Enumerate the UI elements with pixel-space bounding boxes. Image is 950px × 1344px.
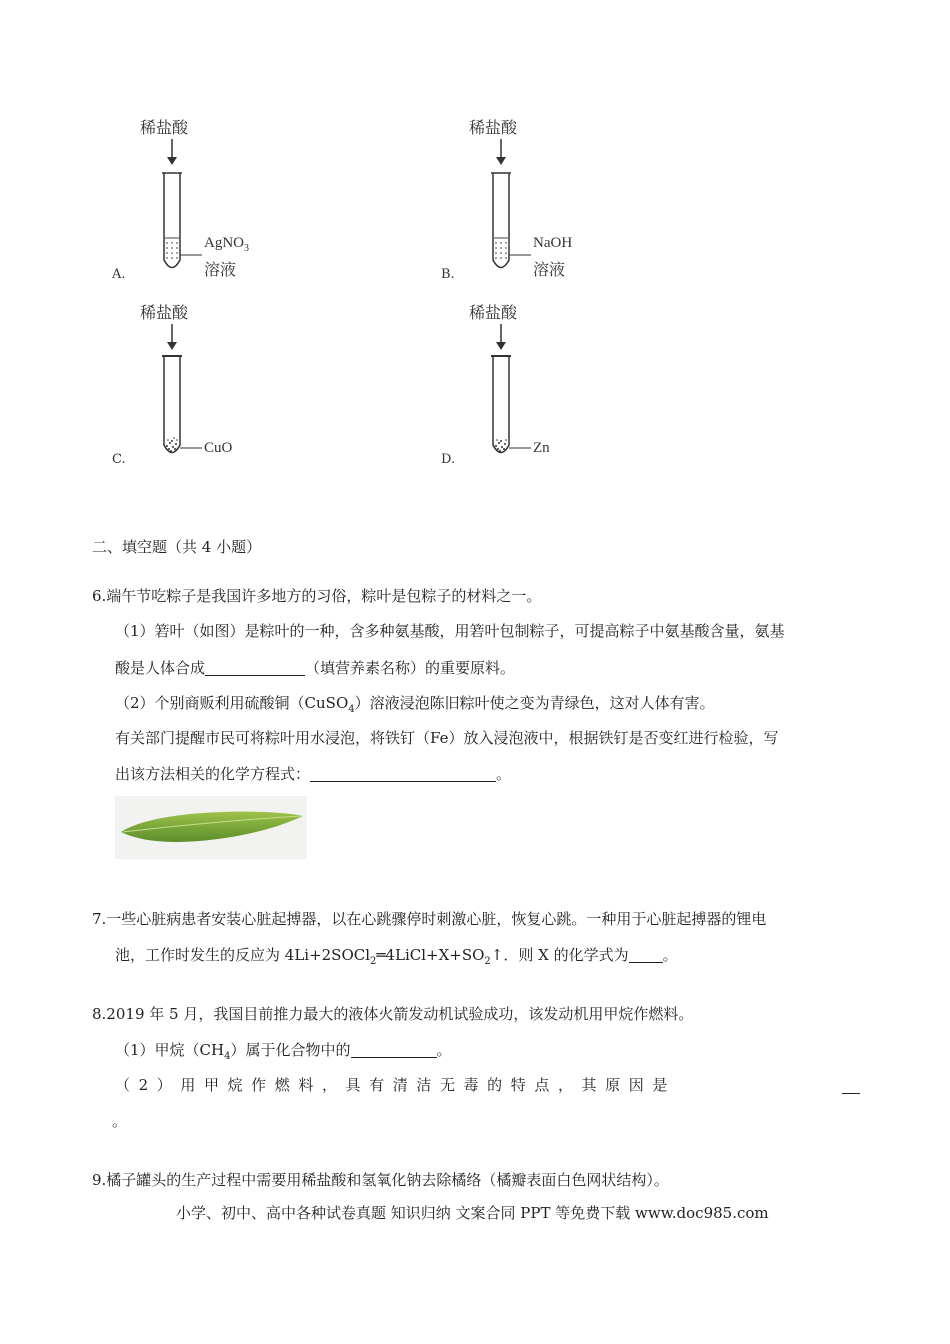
- q6-line1: 6.端午节吃粽子是我国许多地方的习俗，粽叶是包粽子的材料之一。: [92, 587, 542, 605]
- option-c-label: CuO: [204, 440, 233, 456]
- option-a-reagent: 稀盐酸: [140, 118, 189, 137]
- q8-blank-2[interactable]: [842, 1077, 860, 1094]
- q6-line6: 出该方法相关的化学方程式： 。: [115, 765, 512, 783]
- leaf-drawing: [115, 796, 307, 859]
- option-c-tube-diagram: [110, 300, 270, 470]
- option-c-letter: C.: [112, 452, 126, 467]
- q8-line2: （1）甲烷$(CH_4)$属于化合物中的 。: [115, 1041, 452, 1062]
- option-d-tube-diagram: [439, 300, 599, 470]
- q6-line3: 酸是人体合成 （填营养素名称）的重要原料。: [115, 659, 516, 677]
- q9-line1: 9.橘子罐头的生产过程中需要用稀盐酸和氢氧化钠去除橘络（橘瓣表面白色网状结构）。: [92, 1171, 669, 1189]
- option-b-label: NaOH: [533, 235, 573, 251]
- option-d-label: Zn: [533, 440, 550, 456]
- q8-line4: 。: [112, 1112, 128, 1130]
- option-b-reagent: 稀盐酸: [469, 118, 518, 137]
- q6-line4: （2）个别商贩利用硫酸铜（CuSO$_4$）溶液浸泡陈旧粽叶使之变为青绿色，这对人体有害。: [115, 694, 715, 715]
- q7-line1: 7.一些心脏病患者安装心脏起搏器，以在心跳骤停时刺激心脏，恢复心跳。一种用于心脏起搏器的锂电: [92, 910, 767, 928]
- q7-blank[interactable]: [629, 946, 663, 963]
- option-b: [439, 115, 599, 285]
- option-d: [439, 300, 599, 470]
- q7-line2: 池，工作时发生的反应为 $4Li+2SOCl_2═4LiCl+X+SO_2↑$．则 X 的化学式为 。: [115, 946, 678, 967]
- option-b-letter: B.: [441, 267, 455, 282]
- option-d-reagent: 稀盐酸: [469, 303, 518, 322]
- page-footer: 小学、初中、高中各种试卷真题 知识归纳 文案合同 PPT 等免费下载 www.doc985.com: [176, 1204, 769, 1222]
- q8-line1: 8.2019 年 5 月，我国目前推力最大的液体火箭发动机试验成功，该发动机用甲烷作燃料。: [92, 1005, 694, 1023]
- option-c: [110, 300, 270, 470]
- option-a-letter: A.: [112, 267, 126, 282]
- q6-blank-1[interactable]: [205, 659, 305, 676]
- option-a: [110, 115, 270, 285]
- q8-blank-1[interactable]: [351, 1041, 437, 1058]
- option-c-reagent: 稀盐酸: [140, 303, 189, 322]
- option-a-tube-diagram: [110, 115, 270, 285]
- q6-blank-2[interactable]: [310, 765, 496, 782]
- option-a-label-line2: 溶液: [204, 260, 237, 279]
- option-b-tube-diagram: [439, 115, 599, 285]
- section-title: 二、填空题（共 4 小题）: [92, 538, 262, 556]
- option-a-label: AgNO$_3$: [204, 235, 249, 254]
- leaf-image: [115, 796, 307, 859]
- q6-line2: （1）箬叶（如图）是粽叶的一种，含多种氨基酸，用箬叶包制粽子，可提高粽子中氨基酸含量，氨基: [115, 622, 785, 640]
- q6-line5: 有关部门提醒市民可将粽叶用水浸泡，将铁钉（Fe）放入浸泡液中，根据铁钉是否变红进行检验，写: [115, 729, 779, 747]
- option-b-label-line2: 溶液: [533, 260, 566, 279]
- option-d-letter: D.: [441, 452, 456, 467]
- q8-line3: （2）用甲烷作燃料，具有清洁无毒的特点，其原因是: [115, 1075, 860, 1095]
